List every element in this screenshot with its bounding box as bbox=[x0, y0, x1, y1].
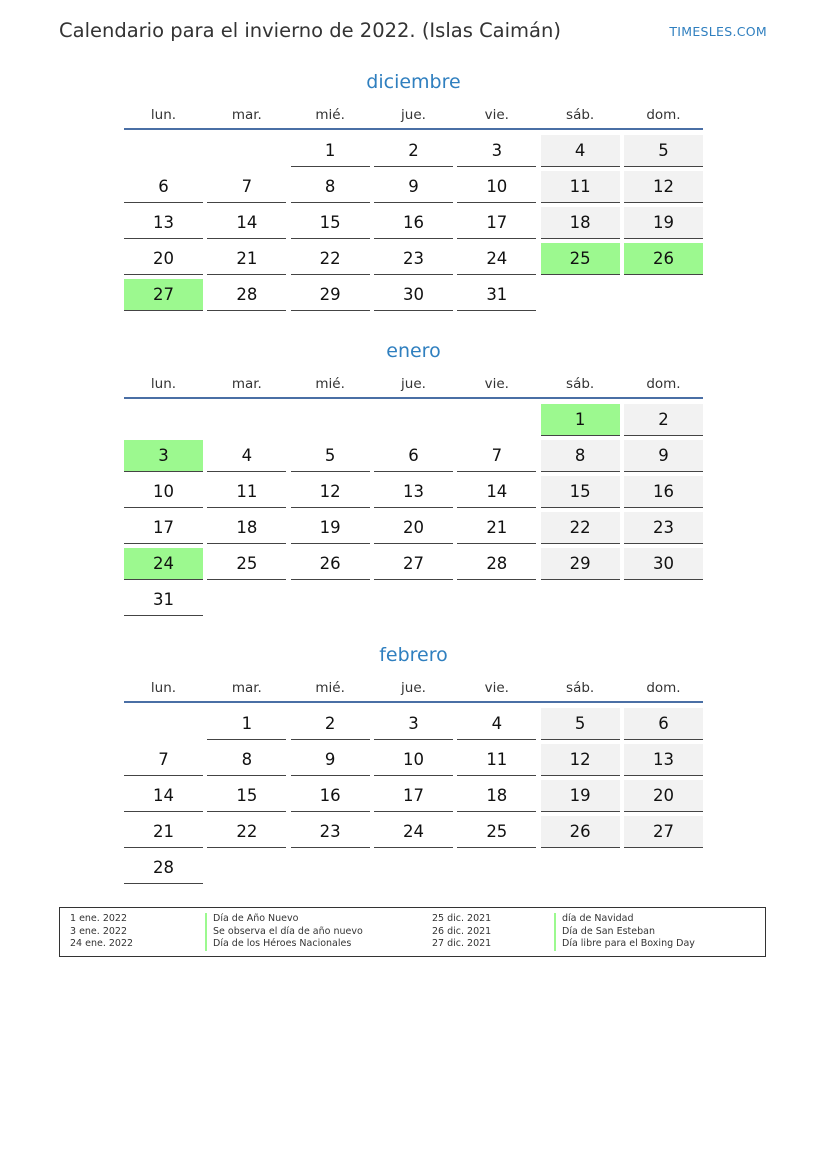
day-cell-holiday: 26 bbox=[624, 243, 703, 275]
header-divider bbox=[124, 397, 703, 399]
weekday-label: sáb. bbox=[566, 376, 595, 392]
day-cell: 3 bbox=[374, 708, 453, 740]
weekday-label: mar. bbox=[231, 376, 262, 392]
day-cell-weekend: 23 bbox=[624, 512, 703, 544]
month-december bbox=[124, 70, 703, 311]
weekday-label: vie. bbox=[484, 680, 509, 696]
day-cell-weekend: 20 bbox=[624, 780, 703, 812]
legend-right-dates bbox=[432, 913, 491, 951]
legend-holiday-name: Día de San Esteban bbox=[554, 926, 695, 939]
day-cell-weekend: 8 bbox=[541, 440, 620, 472]
weekday-label: mar. bbox=[231, 680, 262, 696]
day-cell: 30 bbox=[374, 279, 453, 311]
day-cell: 25 bbox=[457, 816, 536, 848]
day-cell: 10 bbox=[124, 476, 203, 508]
empty-cell bbox=[124, 404, 203, 436]
day-cell: 6 bbox=[124, 171, 203, 203]
day-cell: 28 bbox=[124, 852, 203, 884]
day-cell-holiday: 24 bbox=[124, 548, 203, 580]
day-cell-weekend: 26 bbox=[541, 816, 620, 848]
header-divider bbox=[124, 701, 703, 703]
day-cell-weekend: 12 bbox=[624, 171, 703, 203]
day-cell: 31 bbox=[124, 584, 203, 616]
brand-link[interactable]: TIMESLES.COM bbox=[669, 24, 767, 39]
day-cell-weekend: 19 bbox=[624, 207, 703, 239]
day-cell: 10 bbox=[457, 171, 536, 203]
day-cell-weekend: 27 bbox=[624, 816, 703, 848]
legend-holiday-name: día de Navidad bbox=[554, 913, 695, 926]
day-cell-weekend: 5 bbox=[624, 135, 703, 167]
day-cell: 18 bbox=[457, 780, 536, 812]
weekday-label: dom. bbox=[646, 376, 681, 392]
day-cell-weekend: 15 bbox=[541, 476, 620, 508]
weekday-label: dom. bbox=[646, 680, 681, 696]
day-cell: 3 bbox=[457, 135, 536, 167]
day-cell-weekend: 30 bbox=[624, 548, 703, 580]
day-cell: 17 bbox=[124, 512, 203, 544]
day-cell: 23 bbox=[374, 243, 453, 275]
legend-date: 1 ene. 2022 bbox=[70, 913, 127, 924]
day-cell: 18 bbox=[207, 512, 286, 544]
day-cell: 7 bbox=[124, 744, 203, 776]
day-cell: 21 bbox=[207, 243, 286, 275]
day-cell: 25 bbox=[207, 548, 286, 580]
day-cell: 8 bbox=[291, 171, 370, 203]
day-cell: 21 bbox=[124, 816, 203, 848]
day-cell: 20 bbox=[124, 243, 203, 275]
day-cell: 22 bbox=[291, 243, 370, 275]
legend-holiday-name: Día libre para el Boxing Day bbox=[554, 938, 695, 951]
legend-left-dates bbox=[70, 913, 133, 951]
day-cell-holiday: 3 bbox=[124, 440, 203, 472]
day-cell-weekend: 6 bbox=[624, 708, 703, 740]
day-cell: 1 bbox=[291, 135, 370, 167]
day-cell: 16 bbox=[291, 780, 370, 812]
day-cell: 24 bbox=[457, 243, 536, 275]
day-cell: 24 bbox=[374, 816, 453, 848]
holiday-legend bbox=[59, 907, 766, 957]
day-cell: 28 bbox=[457, 548, 536, 580]
weekday-label: vie. bbox=[484, 107, 509, 123]
weekday-label: lun. bbox=[150, 680, 177, 696]
day-cell: 27 bbox=[374, 548, 453, 580]
day-cell: 2 bbox=[374, 135, 453, 167]
day-cell: 31 bbox=[457, 279, 536, 311]
day-cell: 17 bbox=[374, 780, 453, 812]
legend-holiday-name: Día de los Héroes Nacionales bbox=[205, 938, 363, 951]
month-title: febrero bbox=[379, 644, 448, 666]
day-cell: 4 bbox=[457, 708, 536, 740]
day-cell-weekend: 12 bbox=[541, 744, 620, 776]
weekday-label: mié. bbox=[315, 376, 345, 392]
legend-right-names bbox=[554, 913, 695, 951]
day-cell-weekend: 11 bbox=[541, 171, 620, 203]
day-cell: 21 bbox=[457, 512, 536, 544]
legend-holiday-name: Día de Año Nuevo bbox=[205, 913, 363, 926]
month-january bbox=[124, 339, 703, 616]
day-cell: 11 bbox=[207, 476, 286, 508]
day-grid bbox=[124, 404, 703, 616]
legend-left-names bbox=[205, 913, 363, 951]
empty-cell bbox=[124, 135, 203, 167]
day-cell: 20 bbox=[374, 512, 453, 544]
day-cell: 8 bbox=[207, 744, 286, 776]
day-cell-holiday: 25 bbox=[541, 243, 620, 275]
day-cell: 9 bbox=[374, 171, 453, 203]
day-cell-weekend: 5 bbox=[541, 708, 620, 740]
day-cell-weekend: 9 bbox=[624, 440, 703, 472]
month-title: diciembre bbox=[366, 71, 461, 93]
month-title: enero bbox=[386, 340, 441, 362]
weekday-label: jue. bbox=[401, 680, 426, 696]
weekday-label: dom. bbox=[646, 107, 681, 123]
weekday-label: sáb. bbox=[566, 680, 595, 696]
day-cell: 16 bbox=[374, 207, 453, 239]
weekday-label: mar. bbox=[231, 107, 262, 123]
day-cell: 26 bbox=[291, 548, 370, 580]
day-cell: 15 bbox=[207, 780, 286, 812]
weekday-label: vie. bbox=[484, 376, 509, 392]
day-cell-weekend: 18 bbox=[541, 207, 620, 239]
day-cell-holiday: 27 bbox=[124, 279, 203, 311]
legend-date: 25 dic. 2021 bbox=[432, 913, 492, 924]
day-cell: 14 bbox=[124, 780, 203, 812]
weekday-header bbox=[124, 373, 703, 395]
day-cell: 4 bbox=[207, 440, 286, 472]
weekday-label: jue. bbox=[401, 107, 426, 123]
day-cell: 2 bbox=[291, 708, 370, 740]
day-cell: 9 bbox=[291, 744, 370, 776]
weekday-header bbox=[124, 104, 703, 126]
day-cell-weekend: 19 bbox=[541, 780, 620, 812]
weekday-label: jue. bbox=[401, 376, 426, 392]
day-cell-weekend: 22 bbox=[541, 512, 620, 544]
day-cell: 1 bbox=[207, 708, 286, 740]
day-cell-holiday: 1 bbox=[541, 404, 620, 436]
legend-date: 26 dic. 2021 bbox=[432, 925, 492, 937]
day-cell: 15 bbox=[291, 207, 370, 239]
weekday-label: lun. bbox=[150, 376, 177, 392]
empty-cell bbox=[291, 404, 370, 436]
day-cell: 29 bbox=[291, 279, 370, 311]
day-cell: 19 bbox=[291, 512, 370, 544]
page-title: Calendario para el invierno de 2022. (Islas Caimán) bbox=[59, 19, 561, 42]
day-cell: 13 bbox=[124, 207, 203, 239]
legend-date: 24 ene. 2022 bbox=[70, 938, 134, 949]
empty-cell bbox=[457, 404, 536, 436]
day-cell: 5 bbox=[291, 440, 370, 472]
weekday-label: mié. bbox=[315, 107, 345, 123]
legend-date: 3 ene. 2022 bbox=[70, 925, 127, 937]
day-cell-weekend: 29 bbox=[541, 548, 620, 580]
day-cell: 7 bbox=[207, 171, 286, 203]
day-grid bbox=[124, 135, 703, 311]
day-cell: 17 bbox=[457, 207, 536, 239]
empty-cell bbox=[374, 404, 453, 436]
day-cell-weekend: 16 bbox=[624, 476, 703, 508]
day-cell: 13 bbox=[374, 476, 453, 508]
weekday-label: sáb. bbox=[566, 107, 595, 123]
header-divider bbox=[124, 128, 703, 130]
day-cell: 6 bbox=[374, 440, 453, 472]
day-cell: 10 bbox=[374, 744, 453, 776]
day-cell: 22 bbox=[207, 816, 286, 848]
day-cell: 12 bbox=[291, 476, 370, 508]
empty-cell bbox=[207, 135, 286, 167]
day-cell: 14 bbox=[207, 207, 286, 239]
empty-cell bbox=[124, 708, 203, 740]
day-cell: 28 bbox=[207, 279, 286, 311]
empty-cell bbox=[207, 404, 286, 436]
weekday-header bbox=[124, 677, 703, 699]
day-cell-weekend: 2 bbox=[624, 404, 703, 436]
day-grid bbox=[124, 708, 703, 884]
weekday-label: lun. bbox=[150, 107, 177, 123]
day-cell: 23 bbox=[291, 816, 370, 848]
day-cell: 11 bbox=[457, 744, 536, 776]
day-cell: 14 bbox=[457, 476, 536, 508]
legend-holiday-name: Se observa el día de año nuevo bbox=[205, 926, 363, 939]
day-cell-weekend: 4 bbox=[541, 135, 620, 167]
day-cell: 7 bbox=[457, 440, 536, 472]
legend-date: 27 dic. 2021 bbox=[432, 938, 492, 949]
month-february bbox=[124, 643, 703, 884]
weekday-label: mié. bbox=[315, 680, 345, 696]
day-cell-weekend: 13 bbox=[624, 744, 703, 776]
